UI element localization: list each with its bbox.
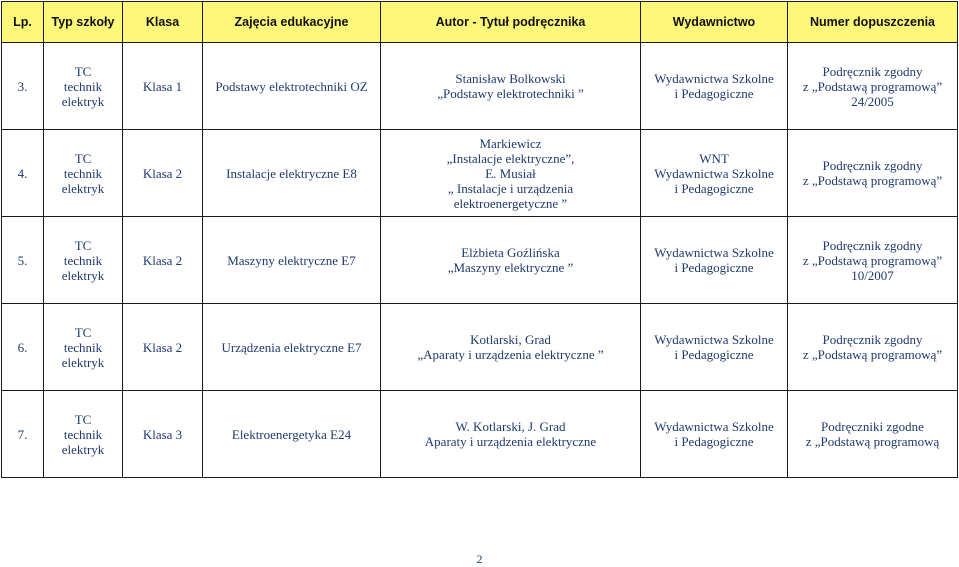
cell-typ-szkoly-line: elektryk xyxy=(61,354,105,370)
cell-numer xyxy=(788,304,958,391)
cell-numer xyxy=(788,43,958,130)
cell-numer-line: z „Podstawą programową” xyxy=(802,173,943,188)
cell-lp: 4. xyxy=(2,130,44,217)
cell-autor-tytul-line: „ Instalacje i urządzenia xyxy=(447,180,574,196)
cell-typ-szkoly-line: elektryk xyxy=(61,441,105,457)
cell-autor-tytul-line: Stanisław Bolkowski xyxy=(455,71,566,86)
header-typ-szkoly: Typ szkoły xyxy=(44,2,123,43)
cell-numer xyxy=(788,217,958,304)
textbook-table xyxy=(1,1,958,478)
table-row xyxy=(2,304,958,391)
cell-wydawnictwo xyxy=(641,130,788,217)
cell-typ-szkoly xyxy=(44,43,123,130)
cell-klasa: Klasa 1 xyxy=(123,43,203,130)
cell-zajecia: Podstawy elektrotechniki OZ xyxy=(203,43,381,130)
cell-typ-szkoly-line: TC xyxy=(74,237,92,253)
header-row xyxy=(2,2,958,43)
cell-klasa: Klasa 2 xyxy=(123,130,203,217)
cell-numer-line: z „Podstawą programową xyxy=(805,434,940,449)
cell-lp: 3. xyxy=(2,43,44,130)
cell-numer xyxy=(788,391,958,478)
cell-autor-tytul-line: Aparaty i urządzenia elektryczne xyxy=(424,434,597,449)
header-lp: Lp. xyxy=(2,2,44,43)
cell-autor-tytul-line: elektroenergetyczne ” xyxy=(453,195,568,211)
cell-wydawnictwo-line: i Pedagogiczne xyxy=(674,434,754,449)
cell-typ-szkoly-line: elektryk xyxy=(61,180,105,196)
cell-wydawnictwo-line: Wydawnictwa Szkolne xyxy=(654,165,774,181)
cell-typ-szkoly-line: TC xyxy=(74,150,92,166)
cell-lp: 6. xyxy=(2,304,44,391)
cell-zajecia: Elektroenergetyka E24 xyxy=(203,391,381,478)
cell-numer-line: z „Podstawą programową” xyxy=(802,252,943,268)
cell-numer-line: Podręcznik zgodny xyxy=(822,237,923,253)
cell-typ-szkoly-line: TC xyxy=(74,63,92,79)
cell-typ-szkoly-line: TC xyxy=(74,324,92,340)
cell-wydawnictwo-line: Wydawnictwa Szkolne xyxy=(654,245,774,260)
cell-wydawnictwo-line: i Pedagogiczne xyxy=(674,347,754,362)
cell-lp: 7. xyxy=(2,391,44,478)
cell-numer-line: z „Podstawą programową” xyxy=(802,347,943,362)
cell-wydawnictwo xyxy=(641,217,788,304)
cell-autor-tytul-line: E. Musiał xyxy=(485,165,536,181)
cell-wydawnictwo-line: i Pedagogiczne xyxy=(674,86,754,101)
cell-typ-szkoly-line: technik xyxy=(63,426,103,442)
cell-numer-line: Podręczniki zgodne xyxy=(821,419,924,434)
cell-zajecia: Maszyny elektryczne E7 xyxy=(203,217,381,304)
cell-wydawnictwo-line: Wydawnictwa Szkolne xyxy=(654,332,774,347)
cell-wydawnictwo xyxy=(641,304,788,391)
cell-klasa: Klasa 3 xyxy=(123,391,203,478)
cell-typ-szkoly xyxy=(44,217,123,304)
cell-zajecia: Instalacje elektryczne E8 xyxy=(203,130,381,217)
cell-wydawnictwo xyxy=(641,43,788,130)
cell-zajecia: Urządzenia elektryczne E7 xyxy=(203,304,381,391)
cell-autor-tytul xyxy=(381,43,641,130)
cell-autor-tytul xyxy=(381,217,641,304)
cell-autor-tytul xyxy=(381,304,641,391)
cell-autor-tytul-line: „Maszyny elektryczne ” xyxy=(447,260,574,275)
cell-wydawnictwo xyxy=(641,391,788,478)
cell-numer-line: Podręcznik zgodny xyxy=(822,332,923,347)
cell-numer-line: 24/2005 xyxy=(851,93,894,109)
cell-typ-szkoly-line: elektryk xyxy=(61,267,105,283)
table-row xyxy=(2,43,958,130)
cell-lp: 5. xyxy=(2,217,44,304)
cell-autor-tytul-line: W. Kotlarski, J. Grad xyxy=(455,419,566,434)
cell-autor-tytul-line: „Instalacje elektryczne”, xyxy=(446,150,575,166)
cell-autor-tytul-line: „Aparaty i urządzenia elektryczne ” xyxy=(417,347,604,362)
table-row xyxy=(2,217,958,304)
cell-autor-tytul-line: Kotlarski, Grad xyxy=(470,332,551,347)
cell-typ-szkoly-line: TC xyxy=(74,411,92,427)
cell-typ-szkoly-line: technik xyxy=(63,252,103,268)
cell-wydawnictwo-line: WNT xyxy=(699,150,729,166)
cell-numer-line: Podręcznik zgodny xyxy=(822,63,923,79)
cell-autor-tytul xyxy=(381,391,641,478)
cell-typ-szkoly-line: elektryk xyxy=(61,93,105,109)
cell-typ-szkoly xyxy=(44,391,123,478)
cell-typ-szkoly-line: technik xyxy=(63,339,103,355)
cell-autor-tytul-line: Elżbieta Goźlińska xyxy=(461,245,560,260)
cell-klasa: Klasa 2 xyxy=(123,304,203,391)
cell-typ-szkoly-line: technik xyxy=(63,78,103,94)
cell-autor-tytul-line: „Podstawy elektrotechniki ” xyxy=(437,86,584,101)
cell-numer-line: Podręcznik zgodny xyxy=(822,158,923,173)
cell-wydawnictwo-line: Wydawnictwa Szkolne xyxy=(654,71,774,86)
table-row xyxy=(2,130,958,217)
cell-typ-szkoly-line: technik xyxy=(63,165,103,181)
header-autor-tytul: Autor - Tytuł podręcznika xyxy=(381,2,641,43)
cell-autor-tytul-line: Markiewicz xyxy=(479,135,542,151)
header-wydawnictwo: Wydawnictwo xyxy=(641,2,788,43)
cell-typ-szkoly xyxy=(44,304,123,391)
cell-typ-szkoly xyxy=(44,130,123,217)
cell-numer xyxy=(788,130,958,217)
header-numer: Numer dopuszczenia xyxy=(788,2,958,43)
cell-numer-line: 10/2007 xyxy=(851,267,894,283)
cell-wydawnictwo-line: i Pedagogiczne xyxy=(674,260,754,275)
table-row xyxy=(2,391,958,478)
cell-wydawnictwo-line: Wydawnictwa Szkolne xyxy=(654,419,774,434)
header-zajecia: Zajęcia edukacyjne xyxy=(203,2,381,43)
cell-numer-line: z „Podstawą programową” xyxy=(802,78,943,94)
cell-klasa: Klasa 2 xyxy=(123,217,203,304)
header-klasa: Klasa xyxy=(123,2,203,43)
page-number: 2 xyxy=(476,552,483,566)
cell-wydawnictwo-line: i Pedagogiczne xyxy=(674,180,754,196)
cell-autor-tytul xyxy=(381,130,641,217)
